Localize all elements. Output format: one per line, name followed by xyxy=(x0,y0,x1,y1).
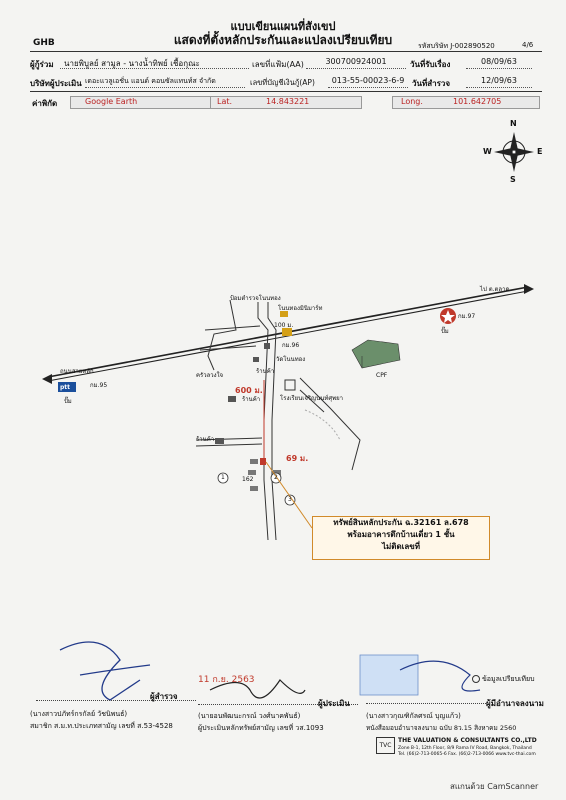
long-value: 101.642705 xyxy=(453,97,502,106)
compare-1: 1 xyxy=(221,474,225,481)
receive-date-value: 08/09/63 xyxy=(466,57,532,69)
collateral-callout xyxy=(312,516,490,560)
coords-label: ค่าพิกัด xyxy=(32,99,58,108)
dist600-label: 600 ม. xyxy=(235,386,263,395)
long-label: Long. xyxy=(401,97,423,106)
bank-code: GHB xyxy=(33,38,55,48)
company-address: Zone B-1, 12th Floor, 8/9 Rama IV Road, Bangkok, Thailand xyxy=(398,746,532,751)
callout-line3: ไม่ติดเลขที่ xyxy=(381,542,421,551)
surveyor-role: ผู้สำรวจ xyxy=(150,692,178,701)
house-number-label: 162 xyxy=(242,476,254,483)
cpf-label: CPF xyxy=(376,372,388,379)
company-value: เดอะแวลูเอชั่น แอนด์ คอนซัลแทนท์ส จำกัด xyxy=(85,76,245,88)
shop1-label: ร้านค้า xyxy=(256,368,275,375)
compass-south: S xyxy=(510,175,516,184)
company-name: THE VALUATION & CONSULTANTS CO.,LTD xyxy=(398,737,537,744)
pump-right-label: ปั๊ม xyxy=(441,328,449,335)
police-label: ป้อมตำรวจโนนทอง xyxy=(230,295,281,302)
km97-label: กม.97 xyxy=(458,313,476,320)
km95-label: กม.95 xyxy=(90,382,108,389)
company-ref: รหัสบริษัท J-002890520 xyxy=(418,42,495,50)
surveyor-signature-icon xyxy=(60,642,150,700)
local-roads xyxy=(196,300,360,540)
ap-label: เลขที่บัญชีเงินกู้(AP) xyxy=(250,78,315,87)
shop2-label: ร้านค้า xyxy=(242,396,261,403)
approver-role: ผู้มีอำนาจลงนาม xyxy=(486,699,544,708)
legend-compare-label: ข้อมูลเปรียบเทียบ xyxy=(482,675,535,683)
compare-2: 2 xyxy=(274,474,278,481)
receive-date-label: วันที่รับเรื่อง xyxy=(410,60,451,69)
compass-east: E xyxy=(537,147,543,156)
survey-date-value: 12/09/63 xyxy=(466,76,532,88)
ptt-label: ptt xyxy=(60,384,71,391)
approver-line xyxy=(366,703,486,704)
temple-label: วัดโนนทอง xyxy=(276,356,306,363)
pump-left-label: ปั๊ม xyxy=(64,398,72,405)
assessor-member: ผู้ประเมินหลักทรัพย์สามัญ เลขที่ วส.1093 xyxy=(198,724,324,732)
callout-line1: ทรัพย์สินหลักประกัน ฉ.32161 ล.678 xyxy=(333,518,469,527)
dist69-label: 69 ม. xyxy=(286,454,309,463)
dist100-label: 100 ม. xyxy=(274,322,294,329)
surveyor-name: (นางสาวปภัทร์กรกัลย์ วัชนิพนธ์) xyxy=(30,710,128,718)
compare-3: 3 xyxy=(288,496,292,503)
road-right-label: ไป ต.ตลาด xyxy=(480,286,510,293)
km96-label: กม.96 xyxy=(282,342,300,349)
aa-value: 300700924001 xyxy=(306,57,406,69)
signatures-drawing xyxy=(0,620,566,720)
compass-icon xyxy=(494,132,534,172)
assessor-role: ผู้ประเมิน xyxy=(318,699,350,708)
survey-date-label: วันที่สำรวจ xyxy=(412,79,451,88)
scanner-watermark: สแกนด้วย CamScanner xyxy=(450,782,539,791)
restaurant-label: ครัวลวงใจ xyxy=(196,372,224,379)
assessor-name: (นายอนพัฒนะกรณ์ วงศ์นาคพันธ์) xyxy=(198,712,301,720)
form-title: แบบเขียนแผนที่สังเขป xyxy=(230,20,336,33)
compass-west: W xyxy=(483,147,492,156)
compass-north: N xyxy=(510,119,517,128)
aa-label: เลขที่แฟ้ม(AA) xyxy=(252,60,304,69)
road-left-label: ถนนสายหลัก xyxy=(60,368,94,375)
minimart-label: โนนทองมินิมาร์ท xyxy=(278,305,323,312)
borrower-value: นายพิบูลย์ สามูล - นางน้ำทิพย์ เชื้อกุณะ xyxy=(60,57,249,69)
approver-member: หนังสือมอบอำนาจลงนาม ฉบับ 8ว.15 สิงหาคม 2560 xyxy=(366,724,517,732)
coords-source: Google Earth xyxy=(70,96,214,109)
ap-value: 013-55-00023-6-9 xyxy=(328,76,408,88)
approver-name: (นางสาวกุณฑิกัลศรณ์ บุญแก้ว) xyxy=(366,712,461,720)
surveyor-member: สมาชิก ส.ม.ท.ประเภทสามัญ เลขที่ ส.53-4528 xyxy=(30,722,173,730)
gas-station-icon xyxy=(440,308,456,324)
company-contact: Tel. (66)2-713-0065-6 Fax. (66)2-713-0066 www.tvc-thai.com xyxy=(398,752,536,757)
borrower-label: ผู้กู้ร่วม xyxy=(30,60,54,69)
company-label: บริษัทผู้ประเมิน xyxy=(30,79,82,88)
company-logo-icon: TVC xyxy=(376,737,395,754)
school-label: โรงเรียนเจริญนนท์ศุพยา xyxy=(280,395,343,402)
company-stamp-icon xyxy=(360,655,418,695)
shop3-label: ร้านค้า xyxy=(196,436,215,443)
lat-value: 14.843221 xyxy=(266,97,310,106)
dashed-path xyxy=(305,410,340,440)
stamp-date: 11 ก.ย. 2563 xyxy=(198,675,255,685)
form-subtitle: แสดงที่ตั้งหลักประกันและแปลงเปรียบเทียบ xyxy=(173,33,393,47)
page-number: 4/6 xyxy=(522,41,534,49)
callout-line2: พร้อมอาคารตึกบ้านเดี่ยว 1 ชั้น xyxy=(347,530,455,539)
lat-label: Lat. xyxy=(217,97,233,106)
cpf-building-icon xyxy=(352,340,400,368)
